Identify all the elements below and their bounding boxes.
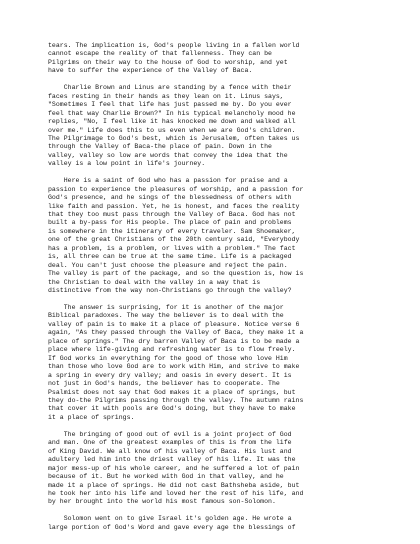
- text-line: of King David. We all know of his valley of Baca. His lust and: [48, 447, 292, 455]
- text-line: feel that way Charlie Brown?" In his typical melancholy mood he: [48, 109, 296, 117]
- text-line: The valley is part of the package, and so the question is, how is: [48, 270, 304, 278]
- text-line: that they too must pass through the Valley of Baca. God has not: [48, 211, 296, 219]
- text-line: and man. One of the greatest examples of this is from the life: [48, 439, 292, 447]
- text-line: Psalmist does not say that God makes it a place of springs, but: [48, 388, 296, 396]
- paragraph-6: [48, 515, 400, 532]
- text-line: a spring in every dry valley; and oasis in every desert. It is: [48, 371, 292, 379]
- text-line: Charlie Brown and Linus are standing by a fence with their: [48, 84, 292, 92]
- text-line: deal. You can't just choose the pleasure and reject the pain.: [48, 261, 288, 269]
- text-line: they do-the Pilgrims passing through the valley. The autumn rains: [48, 396, 304, 404]
- text-line: replies, "No, I feel like it has knocked me down and walked all: [48, 118, 296, 126]
- text-line: has a problem, is a problem, or lives with a problem." The fact: [48, 244, 296, 252]
- text-line: valley, valley so low are words that convey the idea that the: [48, 151, 288, 159]
- paragraph-2: [48, 84, 400, 169]
- document-body: [48, 42, 400, 541]
- text-line: "Sometimes I feel that life has just passed me by. Do you ever: [48, 101, 292, 109]
- paragraph-3: [48, 177, 400, 295]
- paragraph-4: [48, 304, 400, 422]
- text-line: Pilgrims on their way to the house of God to worship, and yet: [48, 58, 288, 66]
- text-line: adultery led him into the driest valley of his life. It was the: [48, 456, 296, 464]
- text-line: not just in God's hands, the believer has to cooperate. The: [48, 380, 280, 388]
- text-line: Biblical paradoxes. The way the believer is to deal with the: [48, 312, 284, 320]
- text-line: If God works in everything for the good of those who love Him: [48, 354, 288, 362]
- text-line: The Pilgrimage to God's best, which is Jerusalem, often takes us: [48, 134, 300, 142]
- text-line: cannot escape the reality of that fallenness. They can be: [48, 50, 272, 58]
- text-line: by her brought into the world his most famous son-Solomon.: [48, 498, 276, 506]
- text-line: Here is a saint of God who has a passion for praise and a: [48, 177, 288, 185]
- text-line: is somewhere in the itinerary of every traveler. Sam Shoemaker,: [48, 227, 296, 235]
- text-line: valley is a low point in life's journey.: [48, 160, 206, 168]
- text-line: The answer is surprising, for it is another of the major: [48, 304, 284, 311]
- text-line: is, all three can be true at the same time. Life is a packaged: [48, 253, 292, 261]
- text-line: major mess-up of his whole career, and he suffered a lot of pain: [48, 464, 300, 472]
- text-line: because of it. But he worked with God in that valley, and he: [48, 473, 284, 481]
- text-line: made it a place of springs. He did not cast Bathsheba aside, but: [48, 481, 300, 489]
- text-line: one of the great Christians of the 20th century said, "Everybody: [48, 236, 300, 244]
- text-line: faces resting in their hands as they lean on it. Linus says,: [48, 92, 284, 100]
- text-line: he took her into his life and loved her the rest of his life, and: [48, 489, 304, 497]
- text-line: through the Valley of Baca-the place of pain. Down in the: [48, 143, 272, 151]
- text-line: that cover it with pools are God's doing, but they have to make: [48, 405, 296, 413]
- text-line: place where life-giving and refreshing water is to flow freely.: [48, 346, 296, 354]
- text-line: passion to experience the pleasures of worship, and a passion for: [48, 185, 304, 193]
- text-line: it a place of springs.: [48, 413, 135, 421]
- text-line: again, "As they passed through the Valley of Baca, they make it a: [48, 329, 304, 337]
- text-line: distinctive from the way non-Christians go through the valley?: [48, 287, 292, 295]
- text-line: valley of pain is to make it a place of pleasure. Notice verse 6: [48, 320, 300, 328]
- text-line: the Christian to deal with the valley in a way that is: [48, 278, 261, 286]
- text-line: like faith and passion. Yet, he is honest, and faces the reality: [48, 202, 300, 210]
- text-line: place of springs." The dry barren Valley of Baca is to be made a: [48, 337, 300, 345]
- text-line: tears. The implication is, God's people living in a fallen world: [48, 42, 300, 49]
- text-line: Solomon went on to give Israel it's golden age. He wrote a: [48, 515, 292, 523]
- text-line: God's presence, and he sings of the blessedness of others with: [48, 194, 292, 202]
- text-line: than those who love God are to work with Him, and strive to make: [48, 363, 300, 371]
- text-line: The bringing of good out of evil is a joint project of God: [48, 430, 292, 438]
- paragraph-5: [48, 431, 400, 507]
- text-line: built a by-pass for His people. The place of pain and problems: [48, 219, 292, 227]
- text-line: large portion of God's Word and gave every age the blessings of: [48, 523, 296, 531]
- text-line: have to suffer the experience of the Valley of Baca.: [48, 67, 253, 75]
- paragraph-1: [48, 42, 400, 76]
- text-line: over me." Life does this to us even when we are God's children.: [48, 126, 296, 134]
